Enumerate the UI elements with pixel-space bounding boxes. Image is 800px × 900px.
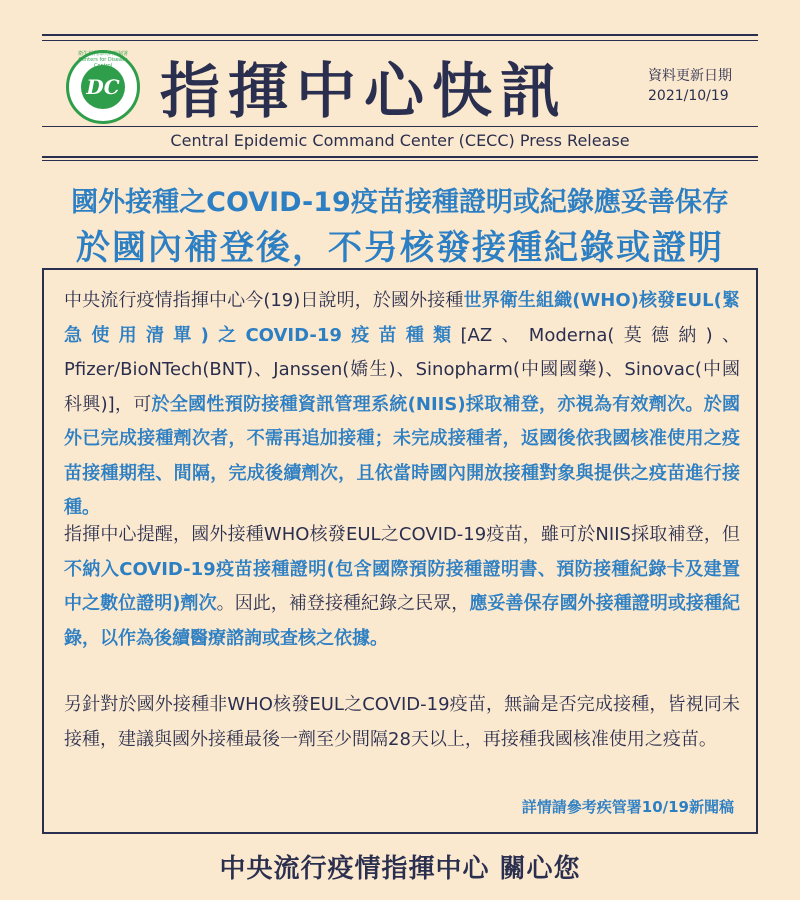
header-rule-top [42,34,758,36]
header-rule-top-thin [42,40,758,41]
headline-line-2: 於國內補登後，不另核發接種紀錄或證明 [76,228,724,268]
headline-line-1: 國外接種之COVID-19疫苗接種證明或紀錄應妥善保存 [71,187,729,218]
p2-highlight-b: 應妥善保存國外接種證明或接種紀錄，以作為後續醫療諮詢或查核之依據。 [64,593,740,649]
content-box [42,268,758,834]
paragraph-1 [64,284,740,526]
footer-signature: 中央流行疫情指揮中心 關心您 [219,854,581,884]
cdc-logo [66,50,140,124]
p1-highlight-b: 於全國性預防接種資訊管理系統(NIIS)採取補登，亦視為有效劑次。於國外已完成接種劑次者，不需再追加接種；未完成接種者，返國後依我國核准使用之疫苗接種期程、間隔，完成後續劑次，且依當時國內開放接種對象與提供之疫苗進行接種。 [64,393,741,518]
logo-mark: DC [81,65,125,109]
update-label: 資料更新日期 [648,68,732,84]
p2-text-b: 。因此，補登接種紀錄之民眾， [216,593,470,614]
subtitle-rule-bottom [42,156,758,158]
p1-text-a: 中央流行疫情指揮中心今(19)日說明，於國外接種 [64,290,464,311]
p2-highlight-a: 不納入COVID-19疫苗接種證明(包含國際預防接種證明書、預防接種紀錄卡及建置中之數位證明)劑次 [64,558,740,614]
subtitle: Central Epidemic Command Center (CECC) Press Release [170,131,630,150]
paragraph-3: 另針對於國外接種非WHO核發EUL之COVID-19疫苗，無論是否完成接種，皆視同未接種，建議與國外接種最後一劑至少間隔28天以上，再接種我國核准使用之疫苗。 [64,694,740,750]
subtitle-rule-top [42,126,758,127]
logo-ring-text: 衛生福利部疾病管制署 Centers for Disease [77,51,128,63]
subtitle-rule-bottom-thin [42,160,758,161]
reference-note: 詳情請參考疾管署10/19新聞稿 [521,798,734,816]
paragraph-2 [64,518,740,656]
p1-highlight-a: 世界衛生組織(WHO)核發EUL(緊急使用清單)之COVID-19疫苗種類 [64,290,740,346]
p2-text-a: 指揮中心提醒，國外接種WHO核發EUL之COVID-19疫苗，雖可於NIIS採取補登，但 [64,524,740,545]
p1-text-b: [AZ、Moderna(莫德納)、Pfizer/BioNTech(BNT)、Janssen(嬌生)、Sinopharm(中國國藥)、Sinovac(中國科興)]，可 [64,324,740,415]
page-title: 指揮中心快訊 [160,57,568,127]
update-date: 2021/10/19 [648,88,729,104]
update-info [648,66,758,106]
